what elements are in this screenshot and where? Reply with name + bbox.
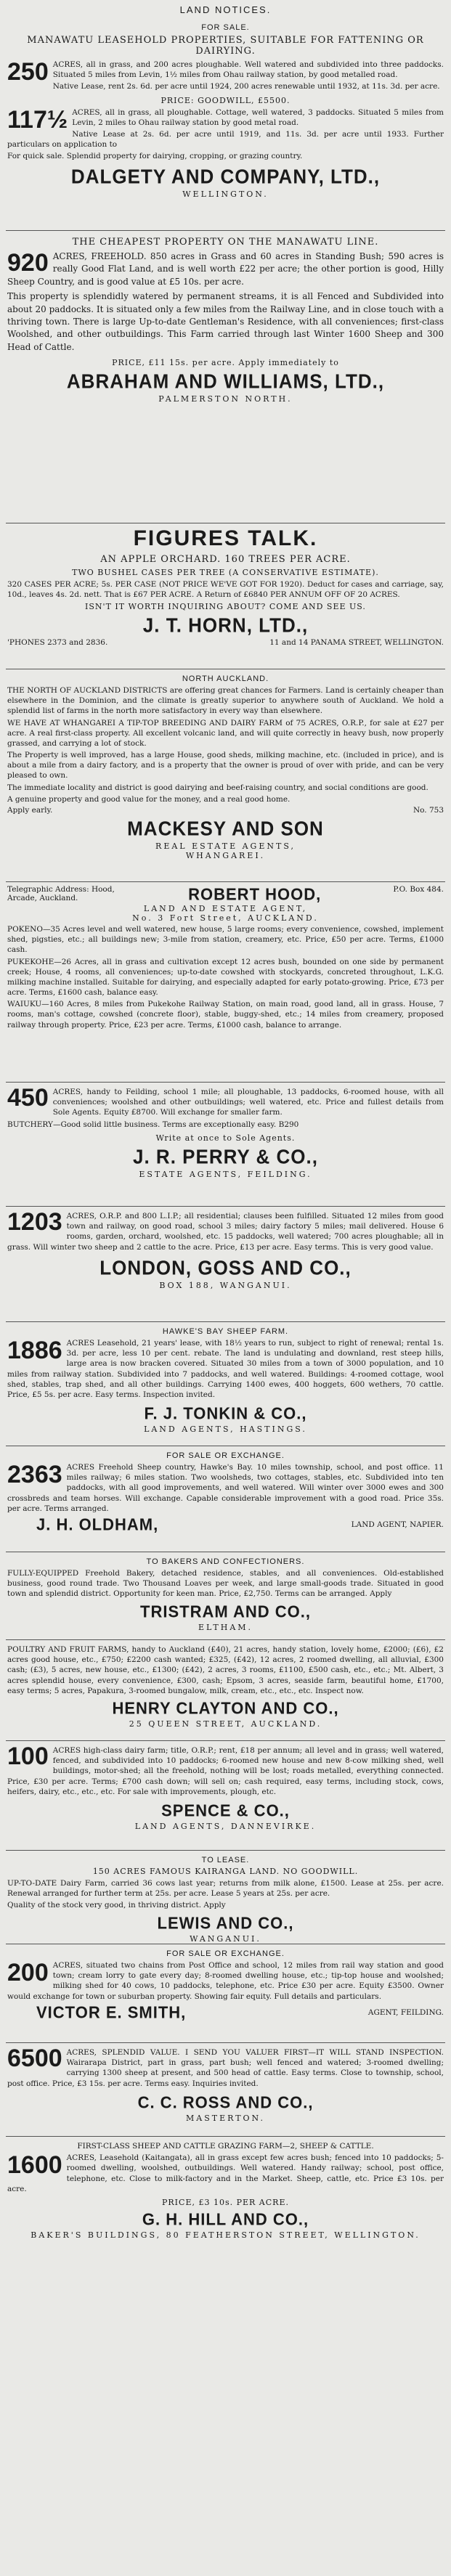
apply-row xyxy=(7,806,444,815)
firm-sub: REAL ESTATE AGENTS, xyxy=(155,841,296,851)
acreage: 200 xyxy=(7,1959,49,1986)
firm-name: J. T. HORN, LTD., xyxy=(142,614,309,637)
listing xyxy=(7,107,444,163)
firm-address: BAKER'S BUILDINGS, 80 FEATHERSTON STREET, WELLINGTON. xyxy=(31,2230,420,2240)
acreage: 1600 xyxy=(7,2151,62,2180)
ref-no: No. 753 xyxy=(413,805,444,815)
firm-name: HENRY CLAYTON AND CO., xyxy=(112,1698,339,1718)
ad-clayton xyxy=(6,1640,445,1741)
ad-tristram xyxy=(6,1552,445,1640)
ad-victor-smith xyxy=(6,1944,445,2043)
ad-label: HAWKE'S BAY SHEEP FARM. xyxy=(162,1327,289,1336)
listing-text: WE HAVE AT WHANGAREI A TIP-TOP BREEDING AND DAIRY FARM of 75 ACRES, O.R.P., for sale at £27 per acre. A real first-class property. All excellent volcanic land, and will quite correctly in heavy bush, now properly grassed, and carrying a lot of stock. xyxy=(7,718,444,748)
ad-headline: MANAWATU LEASEHOLD PROPERTIES, SUITABLE FOR FATTENING OR DAIRYING. xyxy=(27,35,424,57)
listing-text: POULTRY AND FRUIT FARMS, handy to Auckland (£40), 21 acres, handy station, lovely home, £2000; (£6), £2 acres good house, etc., £750; £2200 cash wanted; £325, (£42), 12 acres, 2 roomed dwelling, all alluvial, £300 cash; (£3), 5 acres, new house, etc., £1300; (£42), 2 acres, 3 rooms, £1100, £500 cash, etc., etc.; Mt. Albert, 3 acres splendid house, every convenience, £300, cash; Epsom, 3 acres, seaside farm, beautiful home, £1700, easy terms; 5 acres, Papakura, 3-roomed bungalow, milk, cream, etc., etc., etc. Inspect now. xyxy=(7,1645,444,1695)
acreage: 450 xyxy=(7,1084,49,1112)
po-box: P.O. Box 484. xyxy=(393,885,444,894)
firm-sub: LAND AND ESTATE AGENT, xyxy=(143,904,308,913)
acreage: 920 xyxy=(7,249,49,277)
firm-place: PALMERSTON NORTH. xyxy=(158,394,293,404)
firm-name: C. C. ROSS AND CO., xyxy=(137,2092,314,2112)
ad-mackesy xyxy=(6,669,445,882)
acreage: 6500 xyxy=(7,2045,62,2072)
listing-note: For quick sale. Splendid property for dairying, cropping, or grazing country. xyxy=(7,152,303,161)
listing-text: THE NORTH OF AUCKLAND DISTRICTS are offering great chances for Farmers. Land is certainly cheaper than elsewhere in the Dominion, and the climate is greatly superior to anywhere south of Auckland. We hold a splendid list of farms in the north more satisfactory in every way than elsewhere. xyxy=(7,686,444,716)
firm-name: ABRAHAM AND WILLIAMS, LTD., xyxy=(66,370,385,393)
masthead: LAND NOTICES. xyxy=(179,4,272,15)
firm-row xyxy=(7,1515,444,1534)
listing-text: This property is splendidly watered by permanent streams, it is all Fenced and Subdivided into about 20 paddocks. It is situated only a few miles from the Railway Line, and in close touch with a thriving town. There is large Up-to-date Gentleman's Residence, with all conveniences; first-class Woolshed, and other outbuildings. This Farm carried through last Winter 1600 Sheep and 300 Head of Cattle. xyxy=(7,291,444,352)
header-row xyxy=(7,885,444,904)
ad-horn xyxy=(6,523,445,669)
ad-hill xyxy=(6,2137,445,2240)
telegraphic-address: Telegraphic Address: Hood, Arcade, Auckland. xyxy=(7,885,115,902)
listing-text: PUKEKOHE—26 Acres, all in grass and cultivation except 12 acres bush, bounded on one side by permanent creek; House, 4 rooms, all conveniences; up-to-date cowshed with stockyards, concreted throughout, L.K.G. milking machine installed. Suitable for dairying, and especially adapted for early potato-growing. Price, £73 per acre. Terms, £1600 cash, balance easy. xyxy=(7,957,444,998)
acreage: 1203 xyxy=(7,1208,62,1236)
ad-line: TWO BUSHEL CASES PER TREE (A CONSERVATIVE ESTIMATE). xyxy=(72,568,379,577)
listing-text: ACRES high-class dairy farm; title, O.R.P.; rent, £18 per annum; all level and in grass; well watered, fenced, and subdivided into 10 paddocks; 6-roomed new house and new 8-cow milking shed, well buildings, motor-shed; all the freehold, nothing will be lost; roads metalled, everything connected. Price, £30 per acre. Terms; £700 cash down; will sell on; cash required, easy terms, including stock, cows, heifers, dairy, etc., etc., etc. For sale with improvements, plough, etc. xyxy=(7,1746,444,1796)
ad-label: TO LEASE. xyxy=(201,1856,250,1864)
ad-label: FOR SALE OR EXCHANGE. xyxy=(166,1451,285,1460)
firm-place: WHANGAREI. xyxy=(185,850,266,860)
ad-headline: THE CHEAPEST PROPERTY ON THE MANAWATU LINE. xyxy=(72,237,379,248)
listing-text: Quality of the stock very good, in thriving district. Apply xyxy=(7,1901,226,1910)
firm-sub: AGENT, FEILDING. xyxy=(367,2008,444,2017)
listing-text: ACRES Freehold Sheep country, Hawke's Bay. 10 miles township, school, and post office. 11 miles railway; 6 miles station. Two woolsheds, two cottages, stables, etc. Subdivided into ten paddocks, with all good improvements, and well watered. Will winter over 3000 ewes and 300 crossbreds and team horses. Will exchange. Capable considerable improvement with a good road. Price 35s. per acre. Terms arranged. xyxy=(7,1463,444,1513)
ad-dalgety xyxy=(6,18,445,231)
address: 11 and 14 PANAMA STREET, WELLINGTON. xyxy=(269,638,444,648)
ad-line: AN APPLE ORCHARD. 160 TREES PER ACRE. xyxy=(100,554,351,565)
listing-price: PRICE, £11 15s. per acre. Apply immediately to xyxy=(112,358,339,368)
listing xyxy=(7,60,444,105)
firm-place: WANGANUI. xyxy=(190,1933,261,1944)
ad-lewis xyxy=(6,1851,445,1944)
ad-label: FOR SALE OR EXCHANGE. xyxy=(166,1949,285,1958)
firm-address: 25 QUEEN STREET, AUCKLAND. xyxy=(129,1719,322,1729)
listing-text: ACRES, handy to Feilding, school 1 mile; all ploughable, 13 paddocks, 6-roomed house, with all conveniences; woolshed and other outbuildings; well watered, etc. Price and fullest details from Sole Agents. Equity £8700. Will exchange for smaller farm. xyxy=(52,1088,444,1117)
listing-note: Write at once to Sole Agents. xyxy=(155,1133,296,1143)
firm-place: WELLINGTON. xyxy=(182,189,269,200)
listing-text: BUTCHERY—Good solid little business. Terms are exceptionally easy. B290 xyxy=(7,1120,299,1129)
listing-text: ACRES, all in grass, and 200 acres ploughable. Well watered and subdivided into three paddocks. Situated 5 miles from Levin, 1½ miles from Ohau railway station, by good metalled road. xyxy=(52,60,444,80)
firm-name: LONDON, GOSS AND CO., xyxy=(99,1255,352,1279)
firm-name: J. H. OLDHAM, xyxy=(36,1515,159,1534)
ad-label: TO BAKERS AND CONFECTIONERS. xyxy=(146,1557,305,1566)
acreage: 117½ xyxy=(7,105,68,134)
listing-text: ACRES, all in grass, all ploughable. Cottage, well watered, 3 paddocks. Situated 5 miles from Levin, 2 miles to Ohau railway station by good metal road. xyxy=(72,107,444,127)
ad-tonkin xyxy=(6,1322,445,1446)
ad-title: FIGURES TALK. xyxy=(133,526,318,550)
firm-box: BOX 188, WANGANUI. xyxy=(159,1280,292,1290)
listing-text: ACRES, Leasehold (Kaitangata), all in grass except few acres bush; fenced into 10 paddocks; 5-roomed dwelling, woolshed, outbuildings. Well watered. Handy railway; school, post office, telephone, etc. Close to milk-factory and in the Market. Sheep, cattle, etc. Price £3 10s. per acre. xyxy=(7,2153,444,2193)
acreage: 250 xyxy=(7,58,49,86)
listing-text: The Property is well improved, has a large House, good sheds, milking machine, etc. (included in price), and is about a mile from a dairy factory, and is a property that the owner is proud of over with pride, and can be very pleased to own. xyxy=(7,751,444,780)
listing-text: ACRES, situated two chains from Post Office and school, 12 miles from rail way station and good town; cream lorry to gate every day; 8-roomed dwelling house, etc.; tip-top house and woolshed; milking shed for 40 cows, 10 paddocks, telephone, etc. Price £30 per acre. Equity £3500. Owner would exchange for town or suburban property. Showing fair equity. Full details and particulars. xyxy=(7,1961,444,2001)
ad-headline: FIRST-CLASS SHEEP AND CATTLE GRAZING FARM—2, SHEEP & CATTLE. xyxy=(77,2142,374,2151)
listing-text: UP-TO-DATE Dairy Farm, carried 36 cows last year; returns from milk alone, £1500. Lease at 25s. per acre. Renewal arranged for further term at 25s. per acre. Lease 5 years at 25s. per acre. xyxy=(7,1879,444,1899)
contact-row xyxy=(7,638,444,647)
listing-price: PRICE, £3 10s. PER ACRE. xyxy=(162,2197,289,2207)
listing-text: ACRES, O.R.P. and 800 L.I.P.; all residential; clauses been fulfilled. Situated 12 miles from good town and railway, on good road, school 3 miles; dairy factory 5 miles; mail delivered. House 6 rooms, garden, orchard, woolshed, etc. 15 paddocks, well watered; 700 acres ploughable; all in grass. Will winter two sheep and 2 cattle to the acre. Price, £13 per acre. Easy terms. This is very good value. xyxy=(7,1212,444,1252)
ad-headline: 150 ACRES FAMOUS KAIRANGA LAND. NO GOODWILL. xyxy=(92,1867,359,1876)
ad-abraham-williams xyxy=(6,231,445,523)
firm-name: DALGETY AND COMPANY, LTD., xyxy=(70,165,381,189)
firm-name: G. H. HILL AND CO., xyxy=(142,2209,309,2229)
listing-price: PRICE: GOODWILL, £5500. xyxy=(161,95,290,105)
firm-sub: LAND AGENTS, DANNEVIRKE. xyxy=(134,1821,317,1831)
firm-place: ELTHAM. xyxy=(198,1622,253,1632)
firm-name: SPENCE & CO., xyxy=(161,1801,290,1820)
listing-lease: Native Lease, rent 2s. 6d. per acre until 1924, 200 acres renewable until 1932, at 11s. 3d. per acre. xyxy=(52,82,440,91)
listing-lease: Native Lease at 2s. 6d. per acre until 1919, and 11s. 3d. per acre until 1933. Further particulars on application to xyxy=(7,129,444,150)
apply: Apply early. xyxy=(7,805,53,815)
firm-sub: LAND AGENT, NAPIER. xyxy=(351,1520,444,1529)
firm-place: MASTERTON. xyxy=(186,2113,265,2123)
ad-label: FOR SALE. xyxy=(201,23,250,32)
ad-oldham xyxy=(6,1446,445,1552)
ad-ross xyxy=(6,2043,445,2137)
ad-line: 320 CASES PER ACRE; 5s. PER CASE (NOT PRICE WE'VE GOT FOR 1920). Deduct for cases and carriage, say, 10d., leaves 4s. 2d. nett. That is £67 PER ACRE. A Return of £6840 PER ANNUM OFF OF 20 ACRES. xyxy=(7,580,444,600)
listing-text: ACRES, SPLENDID VALUE. I SEND YOU VALUER FIRST—IT WILL STAND INSPECTION. Wairarapa District, part in grass, part bush; well fenced and watered; 3-roomed dwelling; carrying 1300 sheep at present, and 500 head of cattle. Easy terms. Close to township, school, post office. Price, £3 15s. per acre. Terms easy. Inquiries invited. xyxy=(7,2048,444,2088)
phones: 'PHONES 2373 and 2836. xyxy=(7,638,108,648)
firm-name: ROBERT HOOD, xyxy=(188,884,322,904)
firm-name: MACKESY AND SON xyxy=(127,817,324,840)
ad-label: NORTH AUCKLAND. xyxy=(182,674,269,683)
listing-text: POKENO—35 Acres level and well watered, new house, 5 large rooms; every convenience, cowshed, implement shed, pigsties, etc.; all buildings new; 3-mile from station, creamery, etc. Price, £50 per acre. Terms, £1000 cash. xyxy=(7,925,444,955)
acreage: 2363 xyxy=(7,1461,62,1488)
ad-line: ISN'T IT WORTH INQUIRING ABOUT? COME AND SEE US. xyxy=(85,602,366,612)
listing-text: A genuine property and good value for the money, and a real good home. xyxy=(7,794,290,804)
listing-text: ACRES, FREEHOLD. 850 acres in Grass and 60 acres in Standing Bush; 590 acres is really Good Flat Land, and is well worth £22 per acre; the other portion is good, Hilly Sheep Country, and is good value at £5 10s. per acre. xyxy=(7,251,444,287)
firm-name: VICTOR E. SMITH, xyxy=(36,2002,187,2022)
firm-address: No. 3 Fort Street, AUCKLAND. xyxy=(132,913,319,923)
firm-name: J. R. PERRY & CO., xyxy=(133,1144,318,1168)
acreage: 1886 xyxy=(7,1337,62,1364)
firm-name: TRISTRAM AND CO., xyxy=(140,1601,311,1621)
ad-london-goss xyxy=(6,1207,445,1322)
listing-text: The immediate locality and district is good dairying and beef-raising country, and social conditions are good. xyxy=(7,783,428,792)
firm-sub: ESTATE AGENTS, FEILDING. xyxy=(139,1169,312,1179)
firm-name: F. J. TONKIN & CO., xyxy=(144,1403,307,1423)
acreage: 100 xyxy=(7,1743,49,1770)
ad-spence xyxy=(6,1741,445,1851)
listing-text: FULLY-EQUIPPED Freehold Bakery, detached residence, stables, and all conveniences. Old-established business, good round trade. Two Thousand Loaves per week, and large small-goods trade. Situated in good town and splendid district. Opportunity for keen man. Price, £2,750. Terms can be arranged. Apply xyxy=(7,1569,444,1599)
firm-row xyxy=(7,2003,444,2022)
listing-text: WAIUKU—160 Acres, 8 miles from Pukekohe Railway Station, on main road, good land, all in grass. House, 7 rooms, man's cottage, cowshed (concrete floor), stable, buggy-shed, etc.; 14 miles from creamery, proposed railway through property. Price, £23 per acre. Terms, £1000 cash, balance to arrange. xyxy=(7,1000,444,1030)
listing-text: ACRES Leasehold, 21 years' lease, with 18½ years to run, subject to right of renewal; rental 1s. 3d. per acre, less 10 per cent. rebate. The land is undulating and downland, rest steep hills, large area is now bracken covered. Situated 30 miles from a town of 3000 population, and 10 miles from railway station. Subdivided into 7 paddocks, and well watered. Buildings: 4-roomed cottage, wool shed, stables, trap shed, and all other buildings. Carrying 1400 ewes, 400 hoggets, 600 wethers, 70 cattle. Price, £5 5s. per acre. Easy terms. Inspection invited. xyxy=(7,1339,444,1399)
firm-sub: LAND AGENTS, HASTINGS. xyxy=(144,1424,307,1435)
ad-perry xyxy=(6,1083,445,1207)
ad-robert-hood xyxy=(6,882,445,1083)
firm-name: LEWIS AND CO., xyxy=(157,1912,294,1933)
